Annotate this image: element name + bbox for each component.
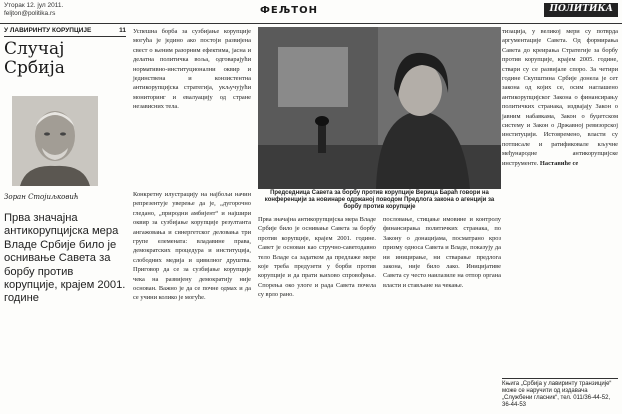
issue-date: Уторак 12. јул 2011. [4, 2, 64, 9]
author-name: Зоран Стојиљковић [4, 193, 79, 201]
series-label: У ЛАВИРИНТУ КОРУПЦИЈЕ [4, 27, 92, 34]
date-block [4, 2, 63, 17]
photo-caption: Председница Савета за борбу против корупције Верица Бараћ говори на конференцији за новинаре одржаној поводом Предлога закона о агенцији за борбу против корупције [264, 190, 495, 210]
body-column-2: Прва значајна антикорупцијска мера Владе Србије било је оснивање Савета за борбу против корупције, крајем 2001. године. Савет је основан као стручно-саветодавно тело Владе са задатком да предлаже мере које треба предузети у борби против корупције и да прати њихово спровођење. Спорења око улоге и рада Савета почела су врло рано. [258, 216, 376, 299]
column-4-text: тизација, у великој мери су потврда аргументације Савета. Од формирања Савета до креирања Стратегије за борбу против корупције, крајем 2005. године, ствари су се развијале споро. За четири године Скупштина Србије донела је сет закона од којих се, осим наглашено антикорупцијског Закона о финансирању политичких странака, издвајају Закон о јавним набавкама, Закон о буџетском систему и Закон о Државној ревизорској институцији. Истовремено, власти су потписале и ратификовале кључне међународне антикорупцијске инструменте. [502, 28, 618, 167]
page-header [0, 0, 622, 24]
body-column-1: Успешна борба за сузбијање корупције могућа је једино ако постоји развијена свест о њеним разорним ефектима, јасна и делатна политичка воља, одговарајући нормативно-институционални оквир и јединствена и конзистентна антикорупцијска стратегија, укључујући мониторинг и евалуацију од стране независних тела. [133, 28, 251, 111]
news-photo [258, 27, 501, 189]
body-column-3: пословање, стицање имовине и контролу финансирања политичких странака, по Закону о донацијама, посматрано кроз призму односа Савета и Владе, показују да ни иницирање, ни стварање предлога закона, није било лако. Иницијативе Савета су често наилазиле на отпор органа власти и стављане на чекање. [383, 216, 501, 289]
newspaper-logo: ПОЛИТИКА [544, 3, 618, 17]
article-lead: Прва значајна антикорупцијска мера Владе Србије било је оснивање Савета за борбу против корупције, крајем 2001. године [4, 212, 126, 305]
series-header [4, 27, 126, 37]
section-title: ФЕЉТОН [260, 5, 318, 16]
contact-email: feljton@politika.rs [4, 9, 56, 17]
continued-note: Наставиће се [539, 159, 579, 167]
article-title: Случај Србија [4, 39, 65, 78]
author-portrait [12, 96, 98, 186]
body-column-1b: Конкретну илустрацију на најбољи начин репрезентује уверење да је, „дугорочно гледано, „природни амбијент“ и најшири оквир за сузбијање корупције резултанта ангажовања и синергетског деловања три групе елемената: владавине права, демократских процедура и институција, слободних медија и цивилног друштва. Приговор да се за сузбијање корупције чека на развијену демократију није основан. Важно је да се почне одмах и да се учини колико је могуће. [133, 191, 251, 302]
body-column-4 [502, 27, 618, 168]
book-footnote: Књига „Србија у лавиринту транзиције“ може се наручити од издавача „Службени гласник“, тел. 011/36-44-52, 36-44-53 [502, 378, 618, 409]
part-number: 11 [119, 27, 126, 34]
